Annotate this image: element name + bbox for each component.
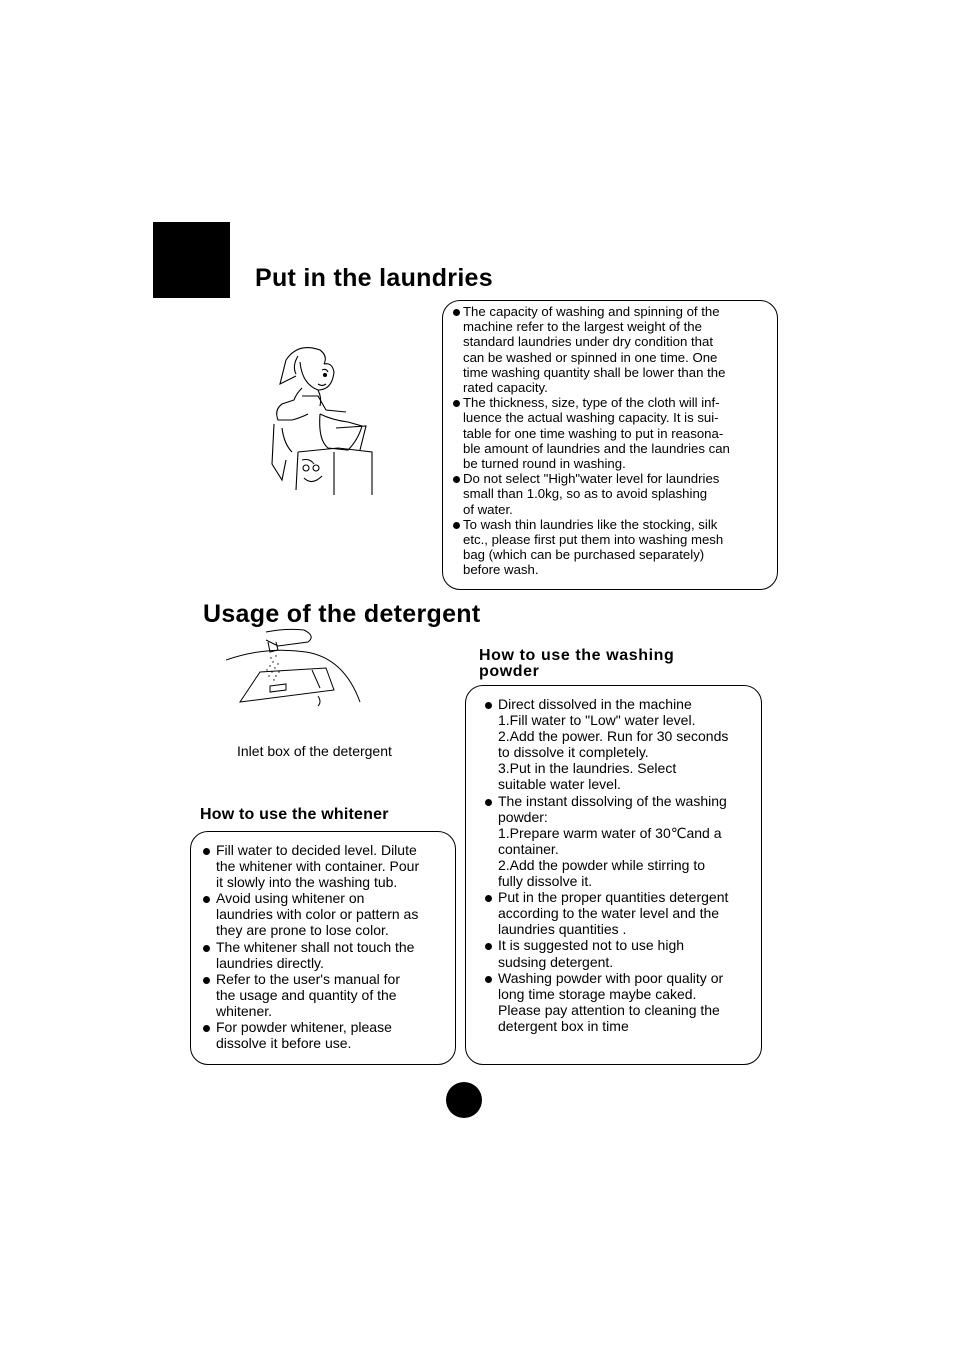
list-item-line: can be washed or spinned in one time. One <box>463 349 718 365</box>
list-item-line: 2.Add the powder while stirring to <box>498 856 705 873</box>
list-item-line: Washing powder with poor quality or <box>498 969 724 986</box>
list-item-line: bag (which can be purchased separately) <box>463 547 705 563</box>
list-item-line: Please pay attention to cleaning the <box>498 1001 720 1018</box>
list-item-line: 1.Fill water to "Low" water level. <box>498 712 696 729</box>
powder-heading <box>479 648 674 680</box>
list-item-line: rated capacity. <box>463 380 548 396</box>
list-item-line: suitable water level. <box>498 776 621 793</box>
list-item-line: luence the actual washing capacity. It is sui- <box>463 410 719 426</box>
list-item-line: standard laundries under dry condition that <box>463 334 713 350</box>
list-item-line: To wash thin laundries like the stocking, silk <box>463 516 718 532</box>
laundries-notes-box <box>442 300 778 590</box>
list-item-line: 1.Prepare warm water of 30℃and a <box>498 824 722 841</box>
list-item <box>463 471 767 517</box>
list-item-line: etc., please first put them into washing mesh <box>463 532 724 548</box>
powder-notes-box <box>465 685 762 1065</box>
section-tab-marker <box>153 222 230 298</box>
list-item-line: it slowly into the washing tub. <box>216 874 398 891</box>
detergent-inlet-illustration <box>226 628 362 708</box>
list-item-line: time washing quantity shall be lower than the <box>463 364 726 380</box>
list-item-line: to dissolve it completely. <box>498 744 649 761</box>
list-item-line: the whitener with container. Pour <box>216 858 420 875</box>
list-item-line: Put in the proper quantities detergent <box>498 889 729 906</box>
powder-heading-line1: How to use the washing <box>479 647 675 664</box>
list-item <box>216 971 447 1019</box>
list-item-line: long time storage maybe caked. <box>498 985 697 1002</box>
list-item-line: The instant dissolving of the washing <box>498 792 727 809</box>
list-item-line: whitener. <box>216 1002 273 1019</box>
detergent-inlet-caption: Inlet box of the detergent <box>237 743 392 759</box>
powder-heading-line2: powder <box>479 663 540 680</box>
list-item-line: ble amount of laundries and the laundries can <box>463 440 730 456</box>
list-item-line: of water. <box>463 501 513 517</box>
list-item-line: laundries directly. <box>216 954 324 971</box>
list-item-line: Avoid using whitener on <box>216 890 365 907</box>
list-item-line: machine refer to the largest weight of the <box>463 319 702 335</box>
whitener-heading: How to use the whitener <box>200 806 389 823</box>
list-item-line: Fill water to decided level. Dilute <box>216 842 417 858</box>
list-item <box>216 890 447 938</box>
list-item-line: be turned round in washing. <box>463 456 626 472</box>
list-item <box>216 1019 447 1051</box>
whitener-notes-box <box>190 831 456 1065</box>
list-item <box>463 395 767 471</box>
list-item-line: The thickness, size, type of the cloth will inf- <box>463 395 720 411</box>
list-item-line: 2.Add the power. Run for 30 seconds <box>498 728 729 745</box>
list-item-line: table for one time washing to put in reasona- <box>463 425 724 441</box>
list-item-line: sudsing detergent. <box>498 953 614 970</box>
list-item-line: It is suggested not to use high <box>498 937 685 954</box>
list-item-line: Do not select "High"water level for laundries <box>463 471 720 487</box>
laundries-heading: Put in the laundries <box>255 264 493 292</box>
list-item <box>216 842 447 890</box>
list-item-line: Refer to the user's manual for <box>216 970 400 987</box>
list-item <box>498 889 753 937</box>
list-item <box>463 517 767 578</box>
list-item-line: 3.Put in the laundries. Select <box>498 760 677 777</box>
page-number-dot <box>446 1082 482 1118</box>
list-item-line: laundries with color or pattern as <box>216 906 419 923</box>
list-item-line: the usage and quantity of the <box>216 986 397 1003</box>
list-item-line: For powder whitener, please <box>216 1019 392 1036</box>
list-item <box>216 939 447 971</box>
list-item-line: they are prone to lose color. <box>216 922 389 939</box>
list-item-line: detergent box in time <box>498 1017 629 1034</box>
list-item-line: before wash. <box>463 562 539 578</box>
list-item-line: dissolve it before use. <box>216 1035 352 1052</box>
list-item-line: fully dissolve it. <box>498 873 593 890</box>
list-item <box>498 793 753 890</box>
list-item-line: laundries quantities . <box>498 921 627 938</box>
list-item <box>498 696 753 793</box>
list-item-line: The capacity of washing and spinning of the <box>463 304 720 319</box>
list-item-line: Direct dissolved in the machine <box>498 696 692 712</box>
detergent-heading: Usage of the detergent <box>203 600 481 628</box>
list-item-line: small than 1.0kg, so as to avoid splashing <box>463 486 708 502</box>
list-item <box>463 304 767 395</box>
list-item-line: The whitener shall not touch the <box>216 938 415 955</box>
list-item-line: container. <box>498 840 559 857</box>
list-item-line: according to the water level and the <box>498 905 720 922</box>
woman-loading-laundry-illustration <box>262 340 374 500</box>
list-item-line: powder: <box>498 808 548 825</box>
list-item <box>498 970 753 1034</box>
list-item <box>498 937 753 969</box>
